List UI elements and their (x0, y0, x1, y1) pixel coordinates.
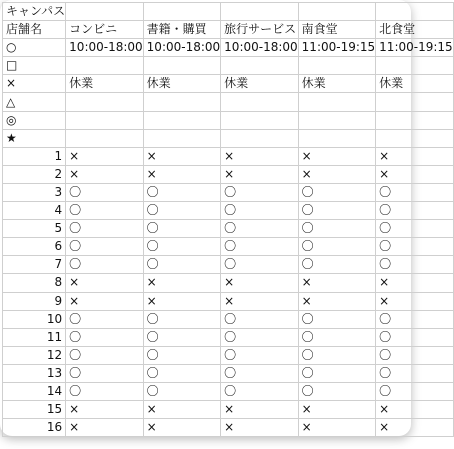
legend-symbol-cell[interactable]: □ (3, 57, 66, 75)
status-cell[interactable]: 〇 (66, 328, 144, 346)
status-cell[interactable]: × (66, 274, 144, 292)
status-cell[interactable]: 〇 (221, 256, 299, 274)
legend-symbol-cell[interactable]: ◎ (3, 111, 66, 129)
status-cell[interactable] (376, 93, 454, 111)
day-number-cell[interactable]: 8 (3, 274, 66, 292)
day-row (3, 382, 454, 400)
day-number-cell[interactable]: 1 (3, 147, 66, 165)
day-number-cell[interactable]: 9 (3, 292, 66, 310)
status-cell[interactable]: 〇 (143, 238, 221, 256)
status-cell[interactable]: 〇 (298, 346, 376, 364)
status-cell[interactable]: × (221, 165, 299, 183)
status-cell[interactable]: 〇 (66, 382, 144, 400)
status-cell[interactable]: × (298, 274, 376, 292)
day-row (3, 310, 454, 328)
status-cell[interactable] (376, 57, 454, 75)
status-cell[interactable]: 〇 (298, 220, 376, 238)
status-cell[interactable]: 〇 (221, 183, 299, 201)
status-cell[interactable] (66, 93, 144, 111)
status-cell[interactable] (66, 57, 144, 75)
status-cell[interactable]: × (376, 274, 454, 292)
status-cell[interactable]: × (298, 419, 376, 437)
day-row (3, 419, 454, 437)
title-row (3, 3, 454, 21)
status-cell[interactable]: × (376, 147, 454, 165)
day-row (3, 256, 454, 274)
status-cell[interactable]: × (221, 401, 299, 419)
header-cell[interactable]: コンビニ (66, 21, 144, 39)
status-cell[interactable]: 休業 (376, 75, 454, 93)
status-cell[interactable]: 休業 (221, 75, 299, 93)
status-cell[interactable]: × (376, 165, 454, 183)
day-row (3, 220, 454, 238)
status-cell[interactable] (66, 129, 144, 147)
day-number-cell[interactable]: 14 (3, 382, 66, 400)
status-cell[interactable] (66, 111, 144, 129)
day-row (3, 292, 454, 310)
legend-row (3, 129, 454, 147)
status-cell[interactable]: 〇 (376, 346, 454, 364)
status-cell[interactable]: 〇 (143, 202, 221, 220)
day-row (3, 346, 454, 364)
status-cell[interactable]: × (221, 274, 299, 292)
header-cell[interactable]: 南食堂 (298, 21, 376, 39)
day-number-cell[interactable]: 5 (3, 220, 66, 238)
header-cell[interactable]: 店舗名 (3, 21, 66, 39)
status-cell[interactable]: 〇 (376, 256, 454, 274)
status-cell[interactable]: × (221, 147, 299, 165)
status-cell[interactable]: 〇 (298, 238, 376, 256)
status-cell[interactable]: × (66, 292, 144, 310)
day-number-cell[interactable]: 2 (3, 165, 66, 183)
day-row (3, 364, 454, 382)
day-row (3, 274, 454, 292)
day-number-cell[interactable]: 16 (3, 419, 66, 437)
status-cell[interactable]: 〇 (298, 202, 376, 220)
status-cell[interactable]: × (221, 419, 299, 437)
status-cell[interactable]: × (66, 147, 144, 165)
legend-row (3, 75, 454, 93)
status-cell[interactable]: × (221, 292, 299, 310)
status-cell[interactable]: 〇 (221, 238, 299, 256)
status-cell[interactable]: × (143, 165, 221, 183)
day-number-cell[interactable]: 4 (3, 202, 66, 220)
status-cell[interactable]: 11:00-19:15 (376, 39, 454, 57)
day-number-cell[interactable]: 12 (3, 346, 66, 364)
legend-row (3, 57, 454, 75)
status-cell[interactable]: 〇 (66, 364, 144, 382)
status-cell[interactable]: 〇 (143, 364, 221, 382)
status-cell[interactable] (143, 129, 221, 147)
status-cell[interactable]: 〇 (143, 382, 221, 400)
status-cell[interactable] (376, 129, 454, 147)
status-cell[interactable]: 〇 (143, 328, 221, 346)
status-cell[interactable]: 〇 (221, 364, 299, 382)
status-cell[interactable]: × (66, 401, 144, 419)
status-cell[interactable]: × (66, 165, 144, 183)
status-cell[interactable]: 〇 (66, 256, 144, 274)
status-cell[interactable] (298, 129, 376, 147)
status-cell[interactable]: 〇 (143, 220, 221, 238)
status-cell[interactable]: 〇 (298, 382, 376, 400)
status-cell[interactable]: × (143, 147, 221, 165)
day-number-cell[interactable]: 13 (3, 364, 66, 382)
status-cell[interactable] (221, 57, 299, 75)
status-cell[interactable]: 10:00-18:00 (66, 39, 144, 57)
day-row (3, 328, 454, 346)
status-cell[interactable] (376, 111, 454, 129)
legend-row (3, 111, 454, 129)
day-row (3, 202, 454, 220)
status-cell[interactable] (221, 93, 299, 111)
status-cell[interactable]: 〇 (298, 183, 376, 201)
sheet-title[interactable]: キャンパス (3, 3, 66, 21)
legend-row (3, 93, 454, 111)
day-number-cell[interactable]: 11 (3, 328, 66, 346)
status-cell[interactable]: 〇 (376, 328, 454, 346)
status-cell[interactable]: 〇 (143, 183, 221, 201)
status-cell[interactable] (143, 111, 221, 129)
status-cell[interactable] (298, 57, 376, 75)
status-cell[interactable]: 〇 (298, 364, 376, 382)
schedule-table (2, 2, 454, 437)
header-cell[interactable]: 旅行サービス (221, 21, 299, 39)
status-cell[interactable]: 10:00-18:00 (143, 39, 221, 57)
status-cell[interactable]: 〇 (376, 382, 454, 400)
status-cell[interactable]: × (143, 274, 221, 292)
status-cell[interactable] (298, 93, 376, 111)
status-cell[interactable]: × (376, 419, 454, 437)
header-cell[interactable]: 北食堂 (376, 21, 454, 39)
status-cell[interactable]: × (143, 419, 221, 437)
status-cell[interactable]: 〇 (221, 220, 299, 238)
status-cell[interactable]: × (376, 401, 454, 419)
status-cell[interactable]: 11:00-19:15 (298, 39, 376, 57)
status-cell[interactable]: 〇 (298, 328, 376, 346)
day-row (3, 165, 454, 183)
day-number-cell[interactable]: 3 (3, 183, 66, 201)
status-cell[interactable]: 休業 (66, 75, 144, 93)
status-cell[interactable]: 〇 (221, 328, 299, 346)
status-cell[interactable]: × (143, 292, 221, 310)
status-cell[interactable] (298, 111, 376, 129)
day-number-cell[interactable]: 7 (3, 256, 66, 274)
status-cell[interactable]: 〇 (376, 202, 454, 220)
day-row (3, 238, 454, 256)
status-cell[interactable]: 〇 (376, 238, 454, 256)
schedule-body (3, 3, 454, 437)
day-number-cell[interactable]: 10 (3, 310, 66, 328)
status-cell[interactable] (221, 111, 299, 129)
status-cell[interactable]: 〇 (66, 183, 144, 201)
status-cell[interactable]: 10:00-18:00 (221, 39, 299, 57)
legend-symbol-cell[interactable]: ★ (3, 129, 66, 147)
day-row (3, 147, 454, 165)
status-cell[interactable]: 休業 (143, 75, 221, 93)
status-cell[interactable]: 〇 (221, 346, 299, 364)
status-cell[interactable]: 〇 (66, 238, 144, 256)
status-cell[interactable]: × (66, 419, 144, 437)
status-cell[interactable]: 休業 (298, 75, 376, 93)
status-cell[interactable]: × (376, 292, 454, 310)
status-cell[interactable]: × (298, 165, 376, 183)
status-cell[interactable]: 〇 (376, 364, 454, 382)
status-cell[interactable]: 〇 (66, 220, 144, 238)
status-cell[interactable]: × (298, 292, 376, 310)
status-cell[interactable]: 〇 (66, 346, 144, 364)
status-cell[interactable] (221, 129, 299, 147)
status-cell[interactable]: 〇 (221, 202, 299, 220)
legend-symbol-cell[interactable]: △ (3, 93, 66, 111)
status-cell[interactable]: 〇 (66, 202, 144, 220)
status-cell[interactable] (143, 57, 221, 75)
status-cell[interactable]: 〇 (376, 310, 454, 328)
day-row (3, 183, 454, 201)
status-cell[interactable]: 〇 (143, 346, 221, 364)
day-number-cell[interactable]: 15 (3, 401, 66, 419)
status-cell[interactable]: 〇 (376, 183, 454, 201)
status-cell[interactable]: 〇 (143, 310, 221, 328)
status-cell[interactable] (143, 93, 221, 111)
legend-symbol-cell[interactable]: ○ (3, 39, 66, 57)
status-cell[interactable]: × (298, 147, 376, 165)
status-cell[interactable]: 〇 (298, 310, 376, 328)
legend-row (3, 39, 454, 57)
legend-symbol-cell[interactable]: × (3, 75, 66, 93)
status-cell[interactable]: 〇 (143, 256, 221, 274)
status-cell[interactable]: 〇 (298, 256, 376, 274)
status-cell[interactable]: 〇 (221, 382, 299, 400)
day-number-cell[interactable]: 6 (3, 238, 66, 256)
day-row (3, 401, 454, 419)
header-cell[interactable]: 書籍・購買 (143, 21, 221, 39)
status-cell[interactable]: 〇 (221, 310, 299, 328)
status-cell[interactable]: 〇 (66, 310, 144, 328)
header-row (3, 21, 454, 39)
status-cell[interactable]: × (298, 401, 376, 419)
status-cell[interactable]: × (143, 401, 221, 419)
status-cell[interactable]: 〇 (376, 220, 454, 238)
